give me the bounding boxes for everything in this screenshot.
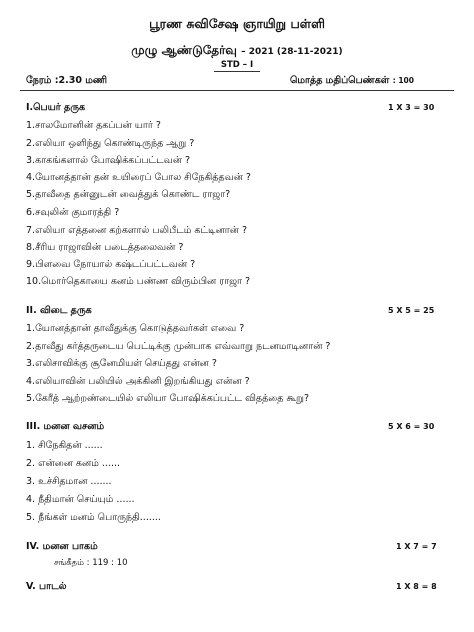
question-2-1: 1.யோனத்தான் தாவீதுக்கு கொடுத்தவர்கள் எவை ? — [26, 323, 245, 334]
section-5-marks: 1 X 8 = 8 — [396, 582, 437, 591]
exam-title: முழு ஆண்டுதேர்வு — [131, 43, 237, 57]
section-4-marks: 1 X 7 = 7 — [396, 542, 437, 551]
question-1-8: 8.சீரிய ராஜாவின் படைத்தலைவன் ? — [26, 242, 184, 253]
std-underline — [214, 71, 260, 72]
question-1-9: 9.பிளவை நோயால் கஷ்டப்பட்டவன் ? — [26, 259, 196, 270]
time-label: நேரம் :2.30 மணி — [26, 75, 108, 86]
question-1-10: 10.மொர்தெகாயை கனம் பண்ண விரும்பின ராஜா ? — [26, 276, 251, 287]
question-2-5: 5.கேரீத் ஆற்றண்டையில் எலியா போஷிக்கப்பட்ட விதத்தை கூறு? — [26, 393, 309, 404]
question-1-3: 3.காகங்களால் போஷிக்கப்பட்டவன் ? — [26, 155, 191, 166]
section-4-title: IV. மனன பாகம் — [26, 541, 98, 552]
question-2-4: 4.எலியாவின் பலியில் அக்கினி இறங்கியது என்ன ? — [26, 376, 250, 387]
std-label: STD – I — [220, 60, 254, 70]
memory-passage: சங்கீதம் : 119 : 10 — [54, 558, 128, 568]
header-divider — [20, 90, 454, 91]
total-marks — [290, 75, 414, 87]
question-1-6: 6.சவுலின் குமாரத்தி ? — [26, 207, 120, 218]
exam-date: – 2021 (28-11-2021) — [241, 47, 343, 57]
question-1-4: 4.யோனத்தான் தன் உயிரைப் போல சிநேகித்தவன் ? — [26, 172, 251, 183]
section-2-title: II. விடை தருக — [26, 305, 92, 316]
question-1-2: 2.எலியா ஒளிந்து கொண்டிருந்த ஆறு ? — [26, 138, 195, 149]
question-1-5: 5.தாவீதை தன்னுடன் வைத்துக் கொண்ட ராஜா? — [26, 189, 231, 200]
section-5-title: V. பாடல் — [26, 581, 67, 592]
question-3-2: 2. என்னை கனம் ...... — [26, 458, 121, 469]
question-3-4: 4. நீதிமான் செய்யும் ...... — [26, 494, 135, 505]
question-2-3: 3.எலிசாவிக்கு சூனேமியள் செய்தது என்ன ? — [26, 358, 217, 369]
section-2-marks: 5 X 5 = 25 — [388, 306, 435, 315]
section-1-title: I.பெயர் தருக — [26, 102, 86, 113]
exam-title-line — [0, 43, 474, 59]
section-1-marks: 1 X 3 = 30 — [388, 103, 435, 112]
section-3-marks: 5 X 6 = 30 — [388, 422, 435, 431]
total-marks-label: மொத்த மதிப்பெண்கள் — [290, 75, 390, 86]
question-3-3: 3. உச்சிதமான ....... — [26, 476, 112, 487]
question-1-1: 1.சாலமோனின் தகப்பன் யார் ? — [26, 120, 161, 131]
section-3-title: III. மனன வசனம் — [26, 421, 105, 432]
question-3-5: 5. நீங்கள் மனம் பொருந்தி....... — [26, 512, 161, 523]
question-3-1: 1. சிநேகிதன் ...... — [26, 440, 103, 451]
total-marks-value: : 100 — [392, 76, 414, 85]
question-2-2: 2.தாவீது கர்த்தருடைய பெட்டிக்கு முன்பாக எவ்வாறு நடனமாடினான் ? — [26, 341, 331, 352]
school-name: பூரண சுவிசேஷ ஞாயிறு பள்ளி — [149, 16, 325, 31]
question-1-7: 7.எலியா எத்தனை கற்களால் பலிபீடம் கட்டினான் ? — [26, 225, 248, 236]
